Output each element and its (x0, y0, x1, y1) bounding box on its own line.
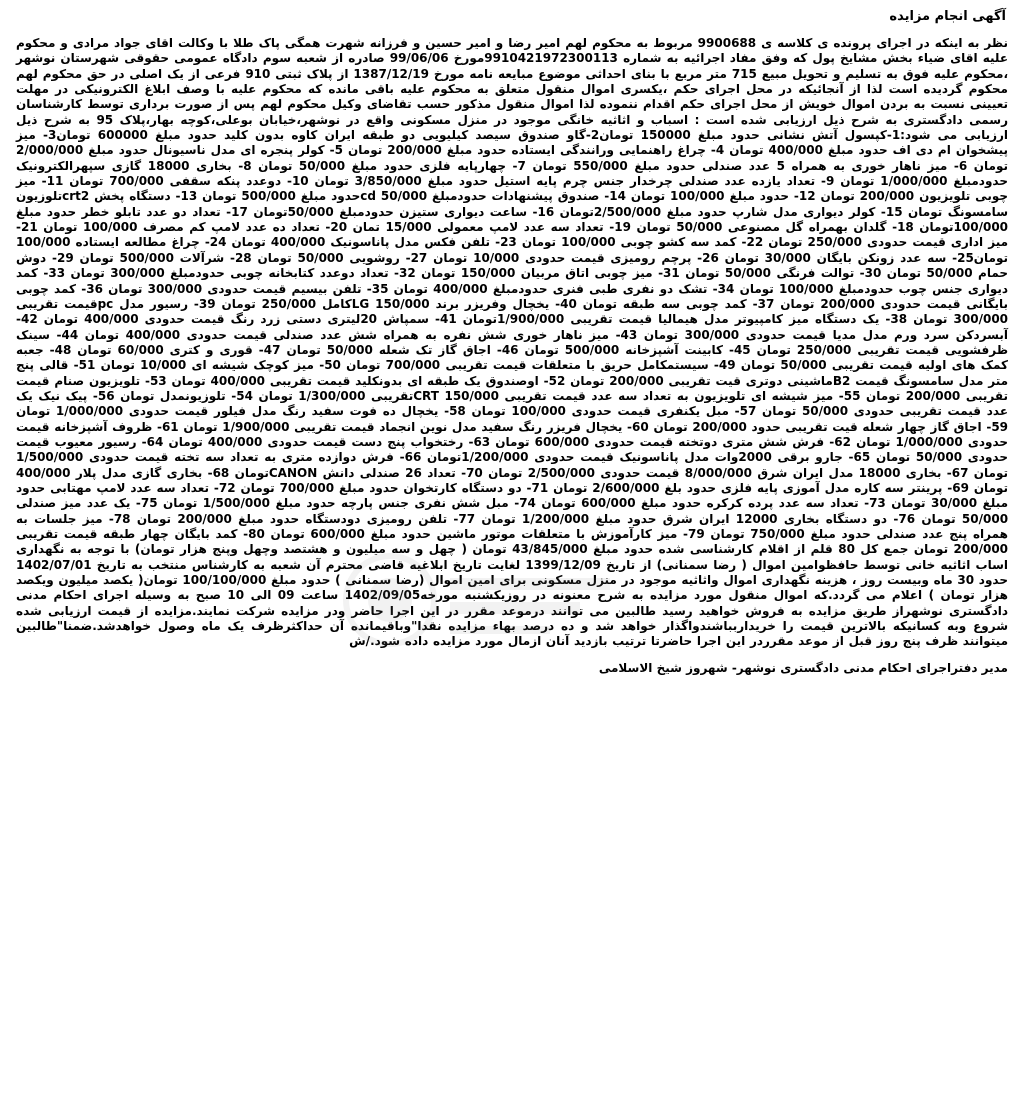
notice-signature: مدیر دفتراجرای احکام مدنی دادگستری نوشهر- شهروز شیخ الاسلامی (598, 660, 1008, 675)
notice-body: نظر به اینکه در اجرای پرونده ی کلاسه ی 9900688 مربوط به محکوم لهم امیر رضا و امیر حسین و فرزانه شهرت همگی پاک طلا با وکالت اقای جواد مرادی و محکوم علیه اقای ضیاء بخش مشایخ پول که وفق مفاد اجرائیه به شماره 9910421972300113مورخ 99/06/06 صادره از شعبه سوم دادگاه عمومی حقوقی شهرستان نوشهر ،محکوم علیه فوق به تسلیم و تحویل مبیع 715 متر مربع با بنای احداثی موضوع مبایعه نامه مورخ 1387/12/19 از پلاک ثبتی 910 فرعی از یک اصلی در حق محکوم لهم محکوم گردیده است لذا از آنجائیکه در محل اجرای حکم ،یکسری اموال منقول متعلق به محکوم علیه باقی مانده که محکوم علیه با وصف ابلاغ الکترونیکی در مهلت تعیینی نسبت به بردن اموال خویش از محل اجرای حکم اقدام ننموده لذا اموال منقول مذکور حسب تقاضای وکیل محکوم لهم پس از صورت برداری توسط کارشناسان رسمی دادگستری به شرح ذیل ارزیابی شده است : اسباب و اثاثیه خانگی موجود در منزل مسکونی واقع در نوشهر،خیابان بوعلی،کوچه بهار،پلاک 95 به شرح ذیل ارزیابی می شود:1-کپسول آتش نشانی حدود مبلغ 150000 تومان2-گاو صندوق سیصد کیلیویی دو طبقه ایران کاوه بدون کلید حدود مبلغ 600000 تومان3- میز پیشخوان ام دی اف حدود مبلغ 400/000 تومان 4- چراغ راهنمایی ورانندگی ایستاده حدود مبلغ 200/000 تومان 5- کولر پنجره ای مدل ناسیونال حدود مبلغ 2/000/000 تومان 6- میز ناهار خوری به همراه 5 عدد صندلی حدود مبلغ 550/000 تومان 7- چهارپایه فلزی حدود مبلغ 50/000 تومان 8- بخاری 18000 گازی سپهرالکترونیک حدودمبلغ 1/000/000 تومان 9- تعداد یازده عدد صندلی چرخدار جنس چرم پایه استیل حدود مبلغ 3/850/000 تومان 10- دوعدد پنکه سقفی 700/000 تومان 11- میز چوبی تلویزیون 200/000 تومان 12- حدود مبلغ 100/000 تومان 14- صندوق پیشنهادات حدودمبلغ 50/000 cdحدود مبلغ 500/000 تومان 13- دستگاه پخش crt2تلوزیون سامسونگ تومان 15- کولر دیواری مدل شارپ حدود مبلغ 2/500/000تومان 16- ساعت دیواری ستیزن حدودمبلغ 50/000تومان 17- تعداد دو عدد تابلو خطر حدود مبلغ 100/000تومان 18- گلدان بهمراه گل مصنوعی 50/000 تومان 19- تعداد سه عدد لامپ معمولی 15/000 تمان 20- تعداد ده عدد لامپ کم مصرف 100/000 تومان 21- میز اداری قیمت حدودی 250/000 تومان 22- کمد سه کشو چوبی 100/000 تومان 23- تلفن فکس مدل پاناسونیک 400/000 تومان 24- چراغ مطالعه ایستاده 100/000 تومان25- سه عدد زونکن بایگان 30/000 تومان 26- پرچم رومیزی قیمت حدودی 10/000 تومان 27- روشویی 50/000 تومان 28- شرآلات 500/000 تومان 29- دوش حمام 50/000 تومان 30- توالت فرنگی 50/000 تومان 31- میز چوبی اتاق مربیان 150/000 تومان 32- تعداد دوعدد کتابخانه چوبی حدودمبلغ 300/000 تومان 33- کمد دیواری جنس چوب حدودمبلغ 100/000 تومان 34- تشک دو نفری طبی فنری حدودمبلغ 400/000 تومان 35- تلفن بیسیم قیمت حدودی 300/000 تومان 36- کمد چوبی بایگانی قیمت حدودی 200/000 تومان 37- کمد چوبی سه طبقه تومان 40- یخچال وفریزر برند LG 150/000کامل 250/000 تومان 39- رسیور مدل pcقیمت تقریبی 300/000 تومان 38- یک دستگاه میز کامپیوتر مدل هیمالیا قیمت تقریبی 1/900/000تومان 41- سمپاش 20لیتری دستی زرد رنگ قیمت حدودی 400/000 تومان 42- آبسردکن سرد ورم مدل مدیا قیمت حدودی 300/000 تومان 43- میز ناهار خوری شش نفره به همراه شش عدد صندلی قیمت حدودی 400/000 تومان 44- سینک ظرفشویی قیمت تقریبی 250/000 تومان 45- کابینت آشپزخانه 500/000 تومان 46- اجاق گاز تک شعله 50/000 تومان 47- قوری و کتری 60/000 تومان 48- جعبه کمک های اولیه قیمت تقریبی 50/000 تومان 49- سیستمکامل حریق با متعلقات قیمت تقریبی 700/000 تومان 50- میز کوچک شیشه ای 10/000 تومان 51- قالی پنج متر مدل سامسونگ قیمت B2ماشینی دوتری قیت تقریبی 200/000 تومان 52- اوصندوق یک طبقه ای بدونکلید قیمت تقریبی 400/000 تومان 53- تلویزیون صنام قیمت تقریبی 200/000 تومان 55- میز شیشه ای تلویزیون به تعداد سه عدد قیمت تقریبی CRT 150/000تقریبی 1/300/000 تومان 54- تلوزیونمدل تومان 56- پیک نیک یک عدد قیمت تقریبی حدودی 50/000 تومان 57- مبل یکنفری قیمت حدودی 100/000 تومان 58- یخچال ده فوت سفید رنگ مدل فیلور قیمت حدودی 1/000/000 تومان 59- اجاق گاز چهار شعله قیت تقریبی حدود 200/000 تومان 60- یخچال فریزر رنگ سفید مدل نوین انجماد قیمت تقریبی 1/900/000 تومان 61- ظروف آشپزخانه قیمت حدودی 1/000/000 تومان 62- فرش شش متری دوتخته قیمت حدودی 600/000 تومان 63- رختخواب پنج دست قیمت حدودی 400/000 تومان 64- رسیور معیوب قیمت حدودی 50/000 تومان 65- جارو برقی 2000وات مدل پاناسونیک قیمت حدودی 1/200/000تومان 66- فرش دوازده متری به تعداد سه تخته قیمت حدودی 1/500/000 تومان 67- بخاری 18000 مدل ایران شرق 8/000/000 قیمت حدودی 2/500/000 تومان 70- تعداد 26 صندلی دانش CANONتومان 68- بخاری گازی مدل پلار 400/000 تومان 69- پرینتر سه کاره مدل آموزی پایه فلزی حدود بلغ 2/600/000 تومان 71- دو دستگاه کارتخوان حدود مبلغ 700/000 تومان 72- تعداد سه عدد لامپ مهتابی حدود مبلغ 30/000 تومان 73- تعداد سه عدد پرده کرکره حدود مبلغ 600/000 تومان 74- مبل شش نفری جنس پارچه حدود مبلغ 1/500/000 تومان 75- یک عدد میز صندلی 50/000 تومان 76- دو دستگاه بخاری 12000 ایران شرق حدود مبلغ 1/200/000 تومان 77- تلفن رومیزی دودستگاه حدود مبلغ 200/000 تومان 78- میز جلسات به همراه پنج عدد صندلی حدود مبلغ 750/000 تومان 79- میز کارآموزش با متعلقات موتور ماشین حدود مبلغ 600/000 تومان 80- کمد بایگان چهار طبقه قیمت تقریبی 200/000 تومان جمع کل 80 قلم از اقلام کارشناسی شده حدود مبلغ 43/845/000 تومان ( چهل و سه میلیون و هشتصد وچهل وپنج هزار تومان) با توجه به نگهداری اساب اثاثیه خانی توسط حافظوامین اموال ( رضا سمنانی) از تاریخ 1399/12/09 لغایت تاریخ ابلاغیه قاضی محترم آن شعبه به کارشناس منتخب به تاریخ 1402/07/01 حدود 30 ماه وبیست روز ، هزینه نگهداری اموال واثاثیه موجود در منزل مسکونی برای امین اموال (رضا سمنانی ) حدود مبلغ 100/100/000 تومان( یکصد میلیون ویکصد هزار تومان ) اعلام می گردد.که اموال منقول مورد مزایده به شرح معنونه در روزیکشنبه مورخه1402/09/05 ساعت 09 الی 10 صبح به وسیله اجرای احکام مدنی دادگستری نوشهراز طریق مزایده به فروش خواهید رسید طالبین می توانند درموعد مقرر در این اجرا حاضر ودر مزایده شرکت نمایند.مزایده از قیمت ارزیابی شده شروع وبه کسانیکه بالاترین قیمت را خریداربباشندواگذار خواهد شد و ده درصد بهاء مزایده نقدا"وباقیمانده آن حداکثرظرف یک ماه وصول خواهدشد.ضمنا"طالبین میتوانند ظرف پنج روز قبل از موعد مقرردر این اجرا حاضرتا ترتیب بازدید آنان ازمال مورد مزایده داده شود./ش (16, 36, 1009, 649)
notice-title: آگهی انجام مزایده (889, 9, 1006, 24)
